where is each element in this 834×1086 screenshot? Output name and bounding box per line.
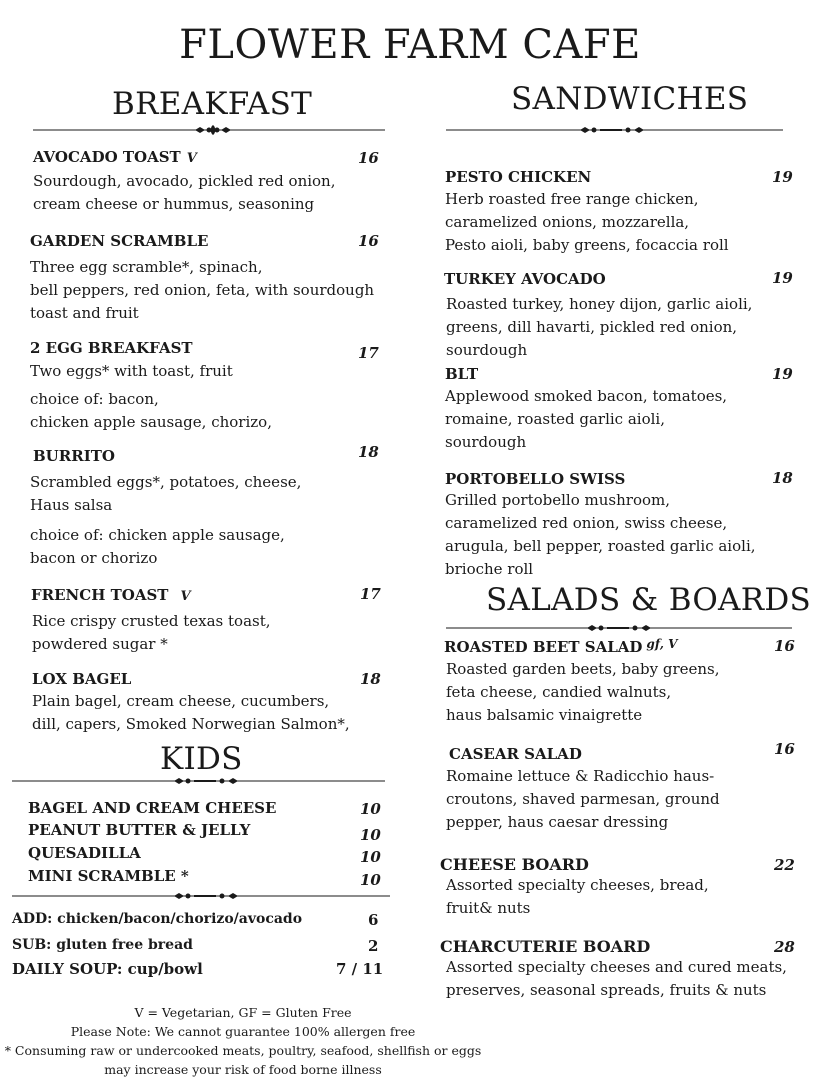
item-description: Plain bagel, cream cheese, cucumbers, dill, capers, Smoked Norwegian Salmon*,	[32, 692, 350, 733]
item-name: 2 EGG BREAKFAST	[30, 339, 193, 357]
item-name: ROASTED BEET SALAD	[444, 638, 643, 656]
item-name: GARDEN SCRAMBLE	[30, 232, 209, 250]
item-price: 18	[358, 443, 379, 461]
footer-line: V = Vegetarian, GF = Gluten Free	[134, 1005, 352, 1020]
item-price: 19	[772, 365, 793, 383]
item-name: AVOCADO TOAST	[33, 148, 181, 166]
item-price: 19	[772, 269, 793, 287]
footer-line: Please Note: We cannot guarantee 100% allergen free	[70, 1024, 416, 1039]
item-price: 17	[360, 585, 381, 603]
ornament-divider	[446, 620, 792, 636]
item-name: BURRITO	[33, 447, 115, 465]
menu-item	[31, 585, 191, 604]
kids-item-price: 10	[360, 826, 381, 844]
item-description: Assorted specialty cheeses and cured meats, preserves, seasonal spreads, fruits & nuts	[446, 958, 787, 999]
item-price: 16	[358, 149, 379, 167]
kids-item-price: 10	[360, 848, 381, 866]
item-price: 18	[772, 469, 793, 487]
item-description: Rice crispy crusted texas toast, powdered sugar *	[32, 612, 271, 653]
item-choice: choice of: chicken apple sausage, bacon or chorizo	[30, 526, 285, 567]
extra-price: 7 / 11	[336, 960, 384, 978]
item-description: Applewood smoked bacon, tomatoes, romaine, roasted garlic aioli, sourdough	[445, 387, 728, 451]
item-description: Roasted turkey, honey dijon, garlic aioli, greens, dill havarti, pickled red onion, sourdough	[446, 295, 753, 359]
item-description: Sourdough, avocado, pickled red onion, cream cheese or hummus, seasoning	[33, 172, 336, 213]
item-name: PESTO CHICKEN	[445, 168, 592, 186]
extra-label: SUB: gluten free bread	[12, 937, 193, 953]
ornament-divider	[12, 773, 385, 789]
item-price: 28	[774, 938, 795, 956]
item-name: CHARCUTERIE BOARD	[440, 937, 651, 956]
ornament-divider	[446, 122, 783, 138]
ornament-divider	[33, 122, 385, 138]
section-heading-breakfast: BREAKFAST	[112, 86, 313, 122]
item-price: 16	[774, 740, 795, 758]
menu-title: FLOWER FARM CAFE	[179, 22, 641, 68]
item-description: Herb roasted free range chicken, caramelized onions, mozzarella, Pesto aioli, baby greens, focaccia roll	[445, 190, 729, 254]
item-description: Grilled portobello mushroom, caramelized red onion, swiss cheese, arugula, bell pepper, roasted garlic aioli, brioche roll	[445, 491, 756, 578]
extra-price: 2	[368, 937, 379, 955]
item-description: Roasted garden beets, baby greens, feta cheese, candied walnuts, haus balsamic vinaigrette	[446, 660, 720, 724]
item-price: 18	[360, 670, 381, 688]
diet-tag: gf, V	[646, 637, 678, 651]
kids-item-name: QUESADILLA	[28, 844, 141, 862]
item-description: Assorted specialty cheeses, bread, fruit& nuts	[446, 876, 709, 917]
item-price: 16	[358, 232, 379, 250]
menu-item	[33, 147, 197, 166]
item-name: FRENCH TOAST	[31, 586, 169, 604]
footer-notes	[0, 1003, 486, 1079]
menu-item	[444, 637, 677, 656]
item-name: PORTOBELLO SWISS	[445, 470, 626, 488]
item-name: BLT	[445, 365, 479, 383]
extra-label: DAILY SOUP: cup/bowl	[12, 960, 203, 978]
item-price: 16	[774, 637, 795, 655]
item-description: Two eggs* with toast, fruit	[30, 362, 233, 380]
item-price: 17	[358, 344, 379, 362]
kids-item-price: 10	[360, 800, 381, 818]
extra-label: ADD: chicken/bacon/chorizo/avocado	[12, 911, 303, 927]
kids-item-name: PEANUT BUTTER & JELLY	[28, 821, 251, 839]
item-name: CHEESE BOARD	[440, 855, 589, 874]
vegetarian-tag: V	[186, 151, 197, 166]
item-price: 22	[774, 856, 795, 874]
extra-price: 6	[368, 911, 379, 929]
section-heading-kids: KIDS	[160, 741, 243, 777]
item-name: TURKEY AVOCADO	[444, 270, 606, 288]
kids-item-name: MINI SCRAMBLE *	[28, 867, 189, 885]
item-name: LOX BAGEL	[32, 670, 132, 688]
section-heading-sandwiches: SANDWICHES	[511, 81, 749, 117]
ornament-divider	[12, 888, 390, 904]
footer-line: * Consuming raw or undercooked meats, poultry, seafood, shellfish or eggs	[4, 1043, 482, 1058]
item-choice: choice of: bacon, chicken apple sausage, chorizo,	[30, 390, 272, 431]
kids-item-name: BAGEL AND CREAM CHEESE	[28, 799, 277, 817]
kids-item-price: 10	[360, 871, 381, 889]
item-description: Romaine lettuce & Radicchio haus- croutons, shaved parmesan, ground pepper, haus caesar dressing	[446, 767, 720, 831]
vegetarian-tag: V	[180, 589, 191, 604]
item-name: CASEAR SALAD	[449, 745, 582, 763]
item-description: Three egg scramble*, spinach, bell peppers, red onion, feta, with sourdough toast and fruit	[30, 258, 375, 322]
item-description: Scrambled eggs*, potatoes, cheese, Haus salsa	[30, 473, 302, 514]
footer-line: may increase your risk of food borne illness	[104, 1062, 382, 1077]
section-heading-salads: SALADS & BOARDS	[486, 582, 812, 618]
item-price: 19	[772, 168, 793, 186]
